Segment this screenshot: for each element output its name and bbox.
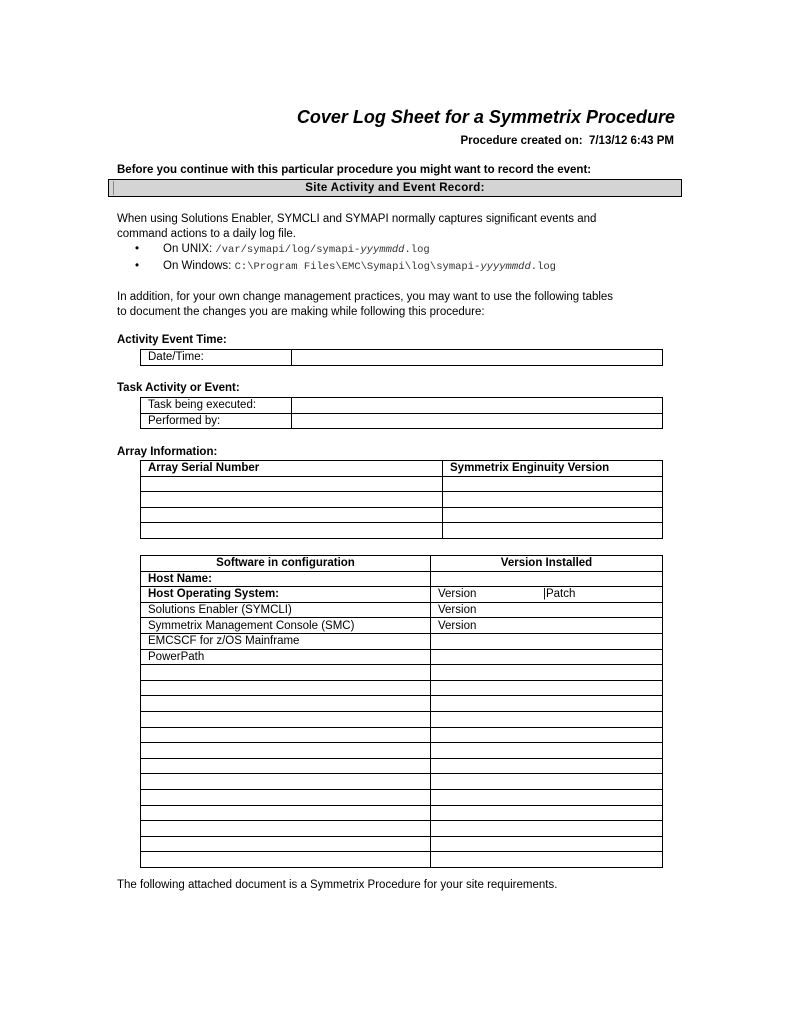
- performed-by-value[interactable]: [292, 413, 663, 429]
- intro-line: Before you continue with this particular procedure you might want to record the event:: [117, 164, 592, 176]
- bullet-unix: [135, 243, 430, 256]
- table-row: [141, 461, 663, 477]
- array-serial-cell[interactable]: [141, 523, 443, 539]
- table-row: [141, 571, 663, 587]
- procedure-created: [0, 135, 674, 147]
- version-cell[interactable]: [431, 852, 663, 868]
- version-cell[interactable]: [431, 727, 663, 743]
- activity-time-table: [140, 349, 663, 366]
- table-row: [141, 523, 663, 539]
- change-line-1: In addition, for your own change management practices, you may want to use the following tables: [117, 291, 614, 303]
- table-row: [141, 821, 663, 837]
- table-row: [141, 665, 663, 681]
- activity-event-time-heading: Activity Event Time:: [117, 334, 227, 346]
- enginuity-version-cell[interactable]: [443, 507, 663, 523]
- version-cell[interactable]: [431, 836, 663, 852]
- powerpath-version[interactable]: [431, 649, 663, 665]
- logging-paragraph: [117, 212, 596, 242]
- version-cell[interactable]: [431, 680, 663, 696]
- enginuity-version-cell[interactable]: [443, 492, 663, 508]
- task-value[interactable]: [292, 398, 663, 414]
- bullet-windows: [135, 260, 556, 273]
- array-serial-header: Array Serial Number: [141, 461, 443, 477]
- bullet-icon: •: [135, 243, 140, 255]
- table-row: [141, 507, 663, 523]
- table-row: [141, 836, 663, 852]
- software-cell[interactable]: [141, 774, 431, 790]
- smc-label: Symmetrix Management Console (SMC): [141, 618, 431, 634]
- change-management-paragraph: [117, 290, 613, 320]
- version-cell[interactable]: [431, 743, 663, 759]
- table-row: [141, 696, 663, 712]
- table-row: [141, 758, 663, 774]
- table-row: [141, 556, 663, 572]
- logging-line-1: When using Solutions Enabler, SYMCLI and SYMAPI normally captures significant events and: [117, 213, 597, 225]
- created-value: 7/13/12 6:43 PM: [588, 135, 674, 147]
- table-row: [141, 649, 663, 665]
- software-cell[interactable]: [141, 789, 431, 805]
- table-row: [141, 413, 663, 429]
- version-cell[interactable]: [431, 665, 663, 681]
- enginuity-version-cell[interactable]: [443, 523, 663, 539]
- software-cell[interactable]: [141, 696, 431, 712]
- table-row: [141, 727, 663, 743]
- software-config-table: [140, 555, 663, 868]
- table-row: [141, 492, 663, 508]
- software-cell[interactable]: [141, 665, 431, 681]
- software-cell[interactable]: [141, 821, 431, 837]
- software-cell[interactable]: [141, 680, 431, 696]
- software-cell[interactable]: [141, 727, 431, 743]
- table-row: [141, 350, 663, 366]
- closing-statement: The following attached document is a Symmetrix Procedure for your site requirements.: [117, 879, 558, 891]
- host-os-label: Host Operating System:: [141, 587, 431, 603]
- table-row: [141, 602, 663, 618]
- emcscf-label: EMCSCF for z/OS Mainframe: [141, 633, 431, 649]
- task-label: Task being executed:: [141, 398, 292, 414]
- section-banner: [108, 179, 682, 197]
- table-row: [141, 789, 663, 805]
- software-cell[interactable]: [141, 852, 431, 868]
- version-cell[interactable]: [431, 696, 663, 712]
- table-row: [141, 618, 663, 634]
- unix-path: /var/symapi/log/symapi-yyymmdd.log: [215, 244, 430, 256]
- software-cell[interactable]: [141, 805, 431, 821]
- logging-line-2: command actions to a daily log file.: [117, 228, 296, 240]
- table-row: [141, 711, 663, 727]
- date-time-value[interactable]: [292, 350, 663, 366]
- created-label: Procedure created on:: [460, 135, 583, 147]
- host-os-value[interactable]: Version |Patch: [431, 587, 663, 603]
- host-name-label: Host Name:: [141, 571, 431, 587]
- emcscf-version[interactable]: [431, 633, 663, 649]
- performed-by-label: Performed by:: [141, 413, 292, 429]
- table-row: [141, 774, 663, 790]
- software-cell[interactable]: [141, 743, 431, 759]
- version-cell[interactable]: [431, 758, 663, 774]
- array-serial-cell[interactable]: [141, 476, 443, 492]
- document-title: Cover Log Sheet for a Symmetrix Procedure: [296, 107, 675, 127]
- table-row: [141, 587, 663, 603]
- enginuity-version-header: Symmetrix Enginuity Version: [443, 461, 663, 477]
- date-time-label: Date/Time:: [141, 350, 292, 366]
- software-cell[interactable]: [141, 758, 431, 774]
- table-row: [141, 805, 663, 821]
- array-serial-cell[interactable]: [141, 492, 443, 508]
- table-row: [141, 398, 663, 414]
- array-info-table: [140, 460, 663, 539]
- version-cell[interactable]: [431, 805, 663, 821]
- software-header: Software in configuration: [141, 556, 431, 572]
- solutions-enabler-label: Solutions Enabler (SYMCLI): [141, 602, 431, 618]
- version-cell[interactable]: [431, 711, 663, 727]
- version-cell[interactable]: [431, 821, 663, 837]
- software-cell[interactable]: [141, 836, 431, 852]
- array-info-heading: Array Information:: [117, 446, 218, 458]
- windows-label: On Windows:: [163, 260, 232, 272]
- change-line-2: to document the changes you are making while following this procedure:: [117, 306, 485, 318]
- task-activity-heading: Task Activity or Event:: [117, 382, 240, 394]
- table-row: [141, 743, 663, 759]
- version-installed-header: Version Installed: [431, 556, 663, 572]
- unix-label: On UNIX:: [163, 243, 213, 255]
- version-cell[interactable]: [431, 789, 663, 805]
- host-name-value[interactable]: [431, 571, 663, 587]
- bullet-icon: •: [135, 260, 140, 272]
- table-row: [141, 852, 663, 868]
- software-cell[interactable]: [141, 711, 431, 727]
- table-row: [141, 680, 663, 696]
- solutions-enabler-version[interactable]: Version: [431, 602, 663, 618]
- array-serial-cell[interactable]: [141, 507, 443, 523]
- table-row: [141, 633, 663, 649]
- smc-version[interactable]: Version: [431, 618, 663, 634]
- task-activity-table: [140, 397, 663, 429]
- windows-path: C:\Program Files\EMC\Symapi\log\symapi-yyyymmdd.log: [234, 261, 556, 273]
- version-cell[interactable]: [431, 774, 663, 790]
- table-row: [141, 476, 663, 492]
- enginuity-version-cell[interactable]: [443, 476, 663, 492]
- powerpath-label: PowerPath: [141, 649, 431, 665]
- banner-text: Site Activity and Event Record:: [305, 182, 485, 194]
